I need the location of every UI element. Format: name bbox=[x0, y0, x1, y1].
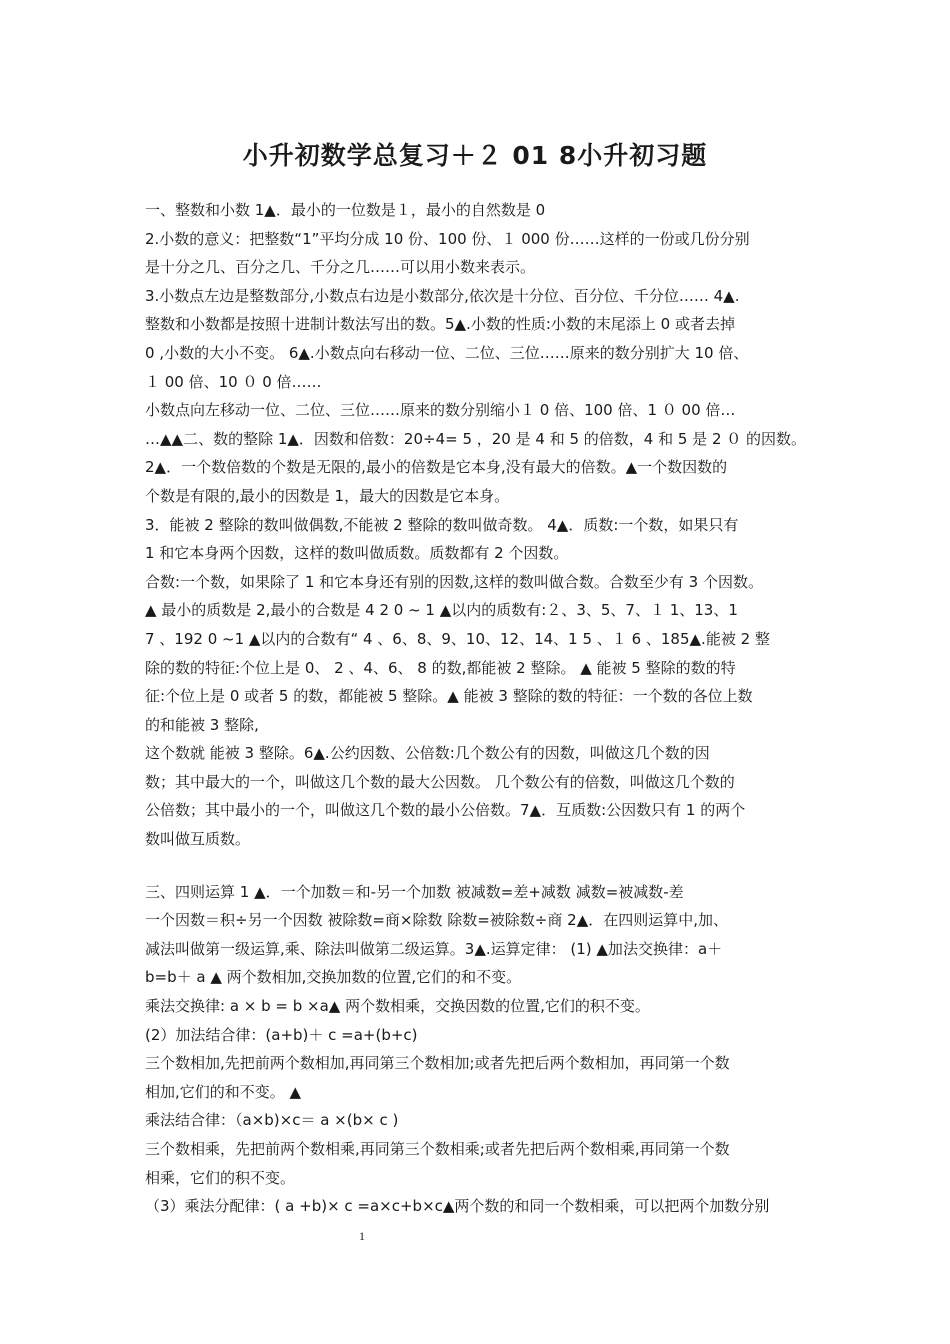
text-line: …▲▲二、数的整除 1▲．因数和倍数：20÷4= 5 ，20 是 4 和 5 的倍数，4 和 5 是 2 ０ 的因数。 bbox=[145, 429, 807, 448]
document-body bbox=[145, 196, 825, 1221]
section-arithmetic bbox=[145, 878, 825, 1221]
text-line: 整数和小数都是按照十进制计数法写出的数。5▲.小数的性质:小数的末尾添上 0 或者去掉 bbox=[145, 315, 735, 334]
text-line: b=b＋ a ▲ 两个数相加,交换加数的位置,它们的和不变。 bbox=[145, 968, 522, 987]
text-line: １ 00 倍、10 ０ 0 倍…… bbox=[145, 372, 322, 391]
text-line: 相乘，它们的积不变。 bbox=[145, 1168, 296, 1187]
text-line: 这个数就 能被 3 整除。6▲.公约因数、公倍数:几个数公有的因数，叫做这几个数的因 bbox=[145, 744, 710, 763]
text-line: 减法叫做第一级运算,乘、除法叫做第二级运算。3▲.运算定律： (1) ▲加法交换律：a＋ bbox=[145, 939, 723, 958]
text-line: (2）加法结合律：(a+b)＋ c =a+(b+c) bbox=[145, 1025, 418, 1044]
text-line: 的和能被 3 整除, bbox=[145, 715, 259, 734]
text-line: 7 、192 0 ~1 ▲以内的合数有“ 4 、6、8、9、10、12、14、1 5 、１ 6 、185▲.能被 2 整 bbox=[145, 629, 770, 648]
text-line: 一、整数和小数 1▲．最小的一位数是１，最小的自然数是 0 bbox=[145, 201, 546, 219]
section-spacer bbox=[145, 854, 825, 878]
text-line: 2▲．一个数倍数的个数是无限的,最小的倍数是它本身,没有最大的倍数。▲一个数因数的 bbox=[145, 458, 728, 477]
text-line: 征:个位上是 0 或者 5 的数，都能被 5 整除。▲ 能被 3 整除的数的特征：一个数的各位上数 bbox=[145, 687, 753, 706]
text-line: 3．能被 2 整除的数叫做偶数,不能被 2 整除的数叫做奇数。 4▲．质数:一个数，如果只有 bbox=[145, 515, 739, 534]
text-line: 三、四则运算 1 ▲．一个加数＝和-另一个加数 被减数=差+减数 减数=被减数-差 bbox=[145, 882, 684, 901]
text-line: 是十分之几、百分之几、千分之几……可以用小数来表示。 bbox=[145, 258, 536, 277]
text-line: （3）乘法分配律：( a +b)× c =a×c+b×c▲两个数的和同一个数相乘，可以把两个加数分别 bbox=[145, 1197, 770, 1216]
text-line: ▲ 最小的质数是 2,最小的合数是 4 2 0 ~ 1 ▲以内的质数有:２、3、5、7、１ 1、13、1 bbox=[145, 601, 738, 620]
text-line: 数叫做互质数。 bbox=[145, 830, 251, 849]
text-line: 小数点向左移动一位、二位、三位……原来的数分别缩小１ 0 倍、100 倍、1 ０ 00 倍… bbox=[145, 401, 736, 420]
text-line: 1 和它本身两个因数，这样的数叫做质数。质数都有 2 个因数。 bbox=[145, 544, 569, 563]
text-line: 相加,它们的和不变。 ▲ bbox=[145, 1082, 302, 1101]
text-line: 公倍数；其中最小的一个，叫做这几个数的最小公倍数。7▲．互质数:公因数只有 1 的两个 bbox=[145, 801, 746, 820]
text-line: 0 ,小数的大小不变。 6▲.小数点向右移动一位、二位、三位……原来的数分别扩大 10 倍、 bbox=[145, 343, 749, 362]
text-line: 3.小数点左边是整数部分,小数点右边是小数部分,依次是十分位、百分位、千分位…… 4▲. bbox=[145, 286, 740, 305]
text-line: 合数:一个数，如果除了 1 和它本身还有别的因数,这样的数叫做合数。合数至少有 3 个因数。 bbox=[145, 572, 763, 591]
text-line: 数；其中最大的一个，叫做这几个数的最大公因数。 几个数公有的倍数，叫做这几个数的 bbox=[145, 772, 735, 791]
text-line: 三个数相加,先把前两个数相加,再同第三个数相加;或者先把后两个数相加，再同第一个数 bbox=[145, 1054, 730, 1073]
text-line: 个数是有限的,最小的因数是 1，最大的因数是它本身。 bbox=[145, 486, 510, 505]
section-integers-decimals-divisibility bbox=[145, 196, 825, 854]
page-number: 1 bbox=[359, 1229, 365, 1243]
document-title: 小升初数学总复习＋２ 01 8小升初习题 bbox=[242, 141, 708, 170]
text-line: 2.小数的意义：把整数“1”平均分成 10 份、100 份、１ 000 份……这样的一份或几份分别 bbox=[145, 229, 750, 248]
text-line: 乘法交换律: a × b = b ×a▲ 两个数相乘，交换因数的位置,它们的积不变。 bbox=[145, 997, 650, 1016]
text-line: 一个因数＝积÷另一个因数 被除数=商×除数 除数=被除数÷商 2▲．在四则运算中,加、 bbox=[145, 911, 728, 930]
text-line: 除的数的特征:个位上是 0、 2 、4、6、 8 的数,都能被 2 整除。 ▲ 能被 5 整除的数的特 bbox=[145, 658, 736, 677]
text-line: 乘法结合律：（a×b)×c＝ a ×(b× c ) bbox=[145, 1111, 399, 1130]
text-line: 三个数相乘，先把前两个数相乘,再同第三个数相乘;或者先把后两个数相乘,再同第一个数 bbox=[145, 1140, 730, 1158]
